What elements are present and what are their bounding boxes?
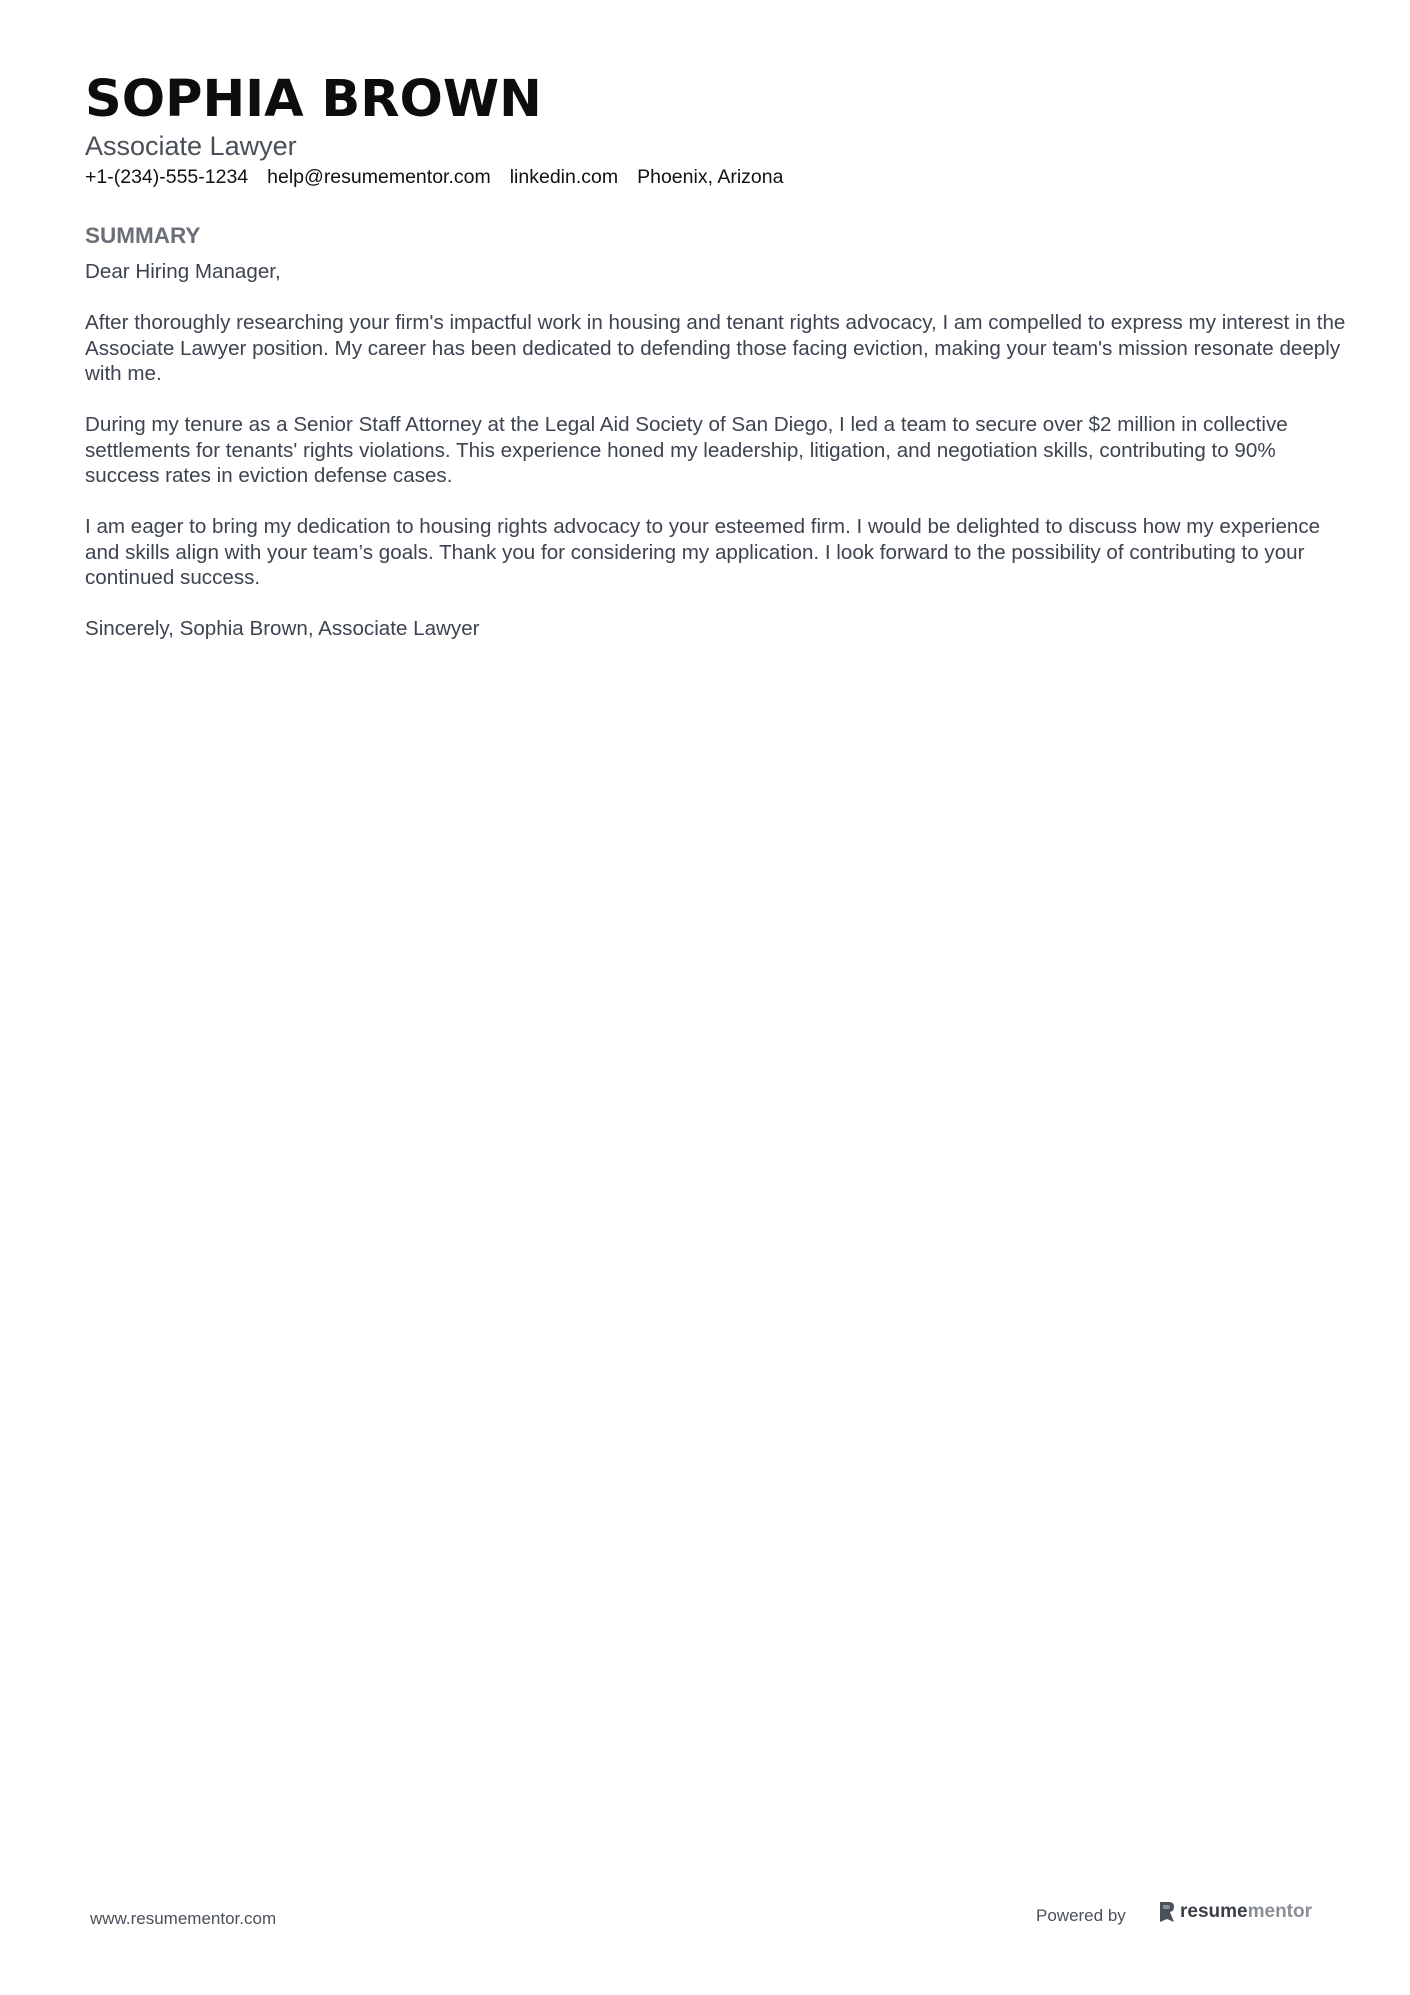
candidate-name: SOPHIA BROWN bbox=[85, 70, 542, 129]
letter-paragraph-1: After thoroughly researching your firm's impactful work in housing and tenant rights advocacy, I am compelled to express my interest in the Associate Lawyer position. My career has been dedicated to defending those facing eviction, making your team's mission resonate deeply with me. bbox=[85, 311, 1346, 385]
contact-phone[interactable]: +1-(234)-555-1234 bbox=[85, 166, 249, 188]
contact-email[interactable]: help@resumementor.com bbox=[267, 166, 491, 188]
letter-paragraph-2: During my tenure as a Senior Staff Attorney at the Legal Aid Society of San Diego, I led a team to secure over $2 million in collective settlements for tenants' rights violations. This experience honed my leadership, litigation, and negotiation skills, contributing to 90% success rates in eviction defense cases. bbox=[85, 413, 1288, 487]
letter-paragraph-3: I am eager to bring my dedication to housing rights advocacy to your esteemed firm. I would be delighted to discuss how my experience and skills align with your team’s goals. Thank you for considering my application. I look forward to the possibility of contributing to your continued success. bbox=[85, 515, 1321, 589]
contact-location: Phoenix, Arizona bbox=[637, 166, 784, 188]
footer-website-link[interactable]: www.resumementor.com bbox=[90, 1909, 277, 1928]
contact-linkedin[interactable]: linkedin.com bbox=[509, 166, 619, 188]
powered-by-label: Powered by bbox=[1036, 1906, 1126, 1925]
summary-heading: SUMMARY bbox=[85, 223, 201, 248]
cover-letter-body bbox=[85, 259, 1347, 667]
brand-name-part2: mentor bbox=[1247, 1901, 1313, 1922]
brand-logo[interactable] bbox=[1158, 1900, 1312, 1924]
job-title: Associate Lawyer bbox=[85, 131, 297, 161]
resumementor-logo-icon bbox=[1158, 1900, 1176, 1924]
contact-bar bbox=[85, 164, 783, 190]
brand-name bbox=[1180, 1900, 1312, 1924]
brand-name-part1: resume bbox=[1180, 1901, 1248, 1922]
salutation: Dear Hiring Manager, bbox=[85, 260, 281, 283]
closing: Sincerely, Sophia Brown, Associate Lawyer bbox=[85, 617, 480, 640]
